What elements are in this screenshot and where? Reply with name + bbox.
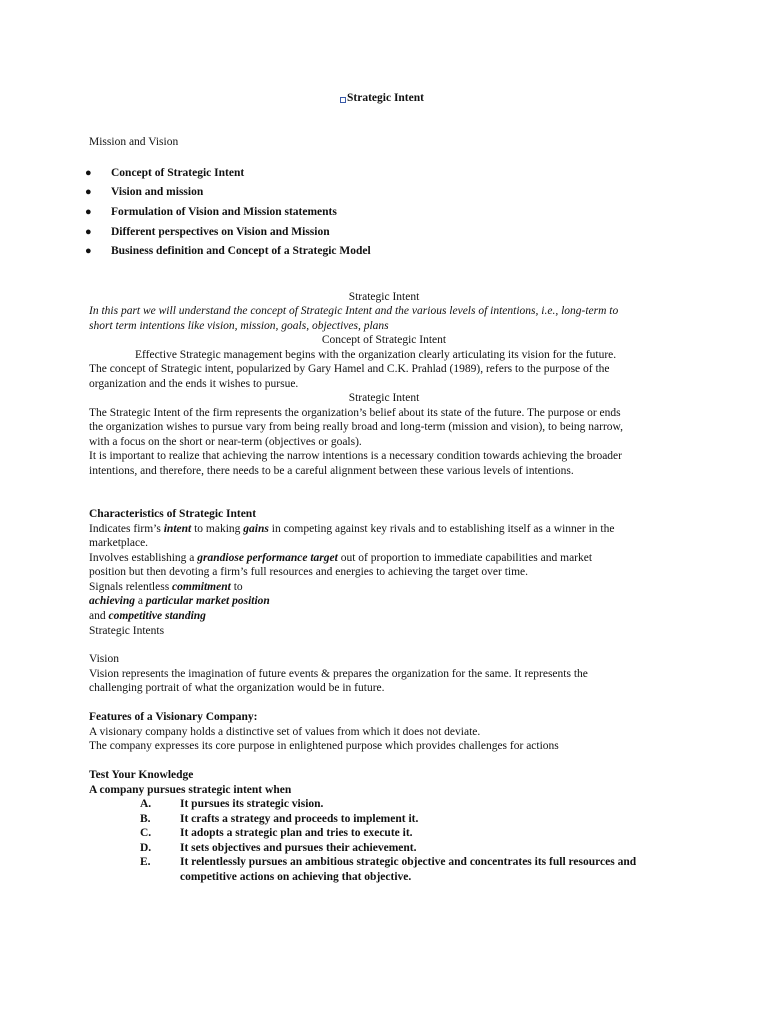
list-item: ● Vision and mission xyxy=(85,186,204,198)
list-item: ● Concept of Strategic Intent xyxy=(85,167,245,179)
intro-line: In this part we will understand the concept of Strategic Intent and the various levels of intentions, i.e., long-term to xyxy=(89,305,619,317)
bullet-icon: ● xyxy=(85,226,92,238)
vision-heading: Vision xyxy=(89,653,119,665)
bullet-icon: ● xyxy=(85,245,92,257)
paragraph-line: Effective Strategic management begins with the organization clearly articulating its vision for the future. xyxy=(135,349,617,361)
list-item: ● Formulation of Vision and Mission statements xyxy=(85,206,337,218)
paragraph-line: position but then devoting a firm’s full resources and energies to achieving the target over time. xyxy=(89,566,529,578)
subheading: Concept of Strategic Intent xyxy=(321,334,447,346)
subheading: Strategic Intent xyxy=(348,291,420,303)
document-title-text: Strategic Intent xyxy=(347,92,424,104)
paragraph-line: The company expresses its core purpose in enlightened purpose which provides challenges for actions xyxy=(89,740,559,752)
anchor-icon xyxy=(340,97,346,103)
paragraph-line: challenging portrait of what the organization would be in future. xyxy=(89,682,385,694)
paragraph-line: It is important to realize that achieving the narrow intentions is a necessary condition towards achieving the broader xyxy=(89,450,622,462)
paragraph-line: the organization wishes to pursue vary from being really broad and long-term (mission and vision), to being narrow, xyxy=(89,421,623,433)
quiz-option: B. It crafts a strategy and proceeds to implement it. xyxy=(140,813,419,825)
paragraph-line: achieving a particular market position xyxy=(89,595,270,607)
paragraph-line: The concept of Strategic intent, popularized by Gary Hamel and C.K. Prahlad (1989), refers to the purpose of the xyxy=(89,363,610,375)
paragraph-line: with a focus on the short or near-term (objectives or goals). xyxy=(89,436,362,448)
quiz-option: C. It adopts a strategic plan and tries to execute it. xyxy=(140,827,413,839)
list-item: ● Business definition and Concept of a Strategic Model xyxy=(85,245,371,257)
features-heading: Features of a Visionary Company: xyxy=(89,711,258,723)
intro-line: short term intentions like vision, mission, goals, objectives, plans xyxy=(89,320,389,332)
section-heading: Mission and Vision xyxy=(89,136,179,148)
document-title xyxy=(340,92,424,104)
list-item: ● Different perspectives on Vision and Mission xyxy=(85,226,330,238)
bullet-icon: ● xyxy=(85,186,92,198)
quiz-option: A. It pursues its strategic vision. xyxy=(140,798,324,810)
bullet-icon: ● xyxy=(85,206,92,218)
quiz-option: E. It relentlessly pursues an ambitious strategic objective and concentrates its full resources and xyxy=(140,856,637,868)
paragraph-line: Strategic Intents xyxy=(89,625,165,637)
paragraph-line: marketplace. xyxy=(89,537,149,549)
paragraph-line: Indicates firm’s intent to making gains in competing against key rivals and to establishing itself as a winner in the xyxy=(89,523,615,535)
paragraph-line: Involves establishing a grandiose performance target out of proportion to immediate capabilities and market xyxy=(89,552,593,564)
characteristics-heading: Characteristics of Strategic Intent xyxy=(89,508,257,520)
paragraph-line: intentions, and therefore, there needs to be a careful alignment between these various levels of intentions. xyxy=(89,465,574,477)
paragraph-line: organization and the ends it wishes to pursue. xyxy=(89,378,299,390)
paragraph-line: The Strategic Intent of the firm represents the organization’s belief about its state of the future. The purpose or ends xyxy=(89,407,621,419)
paragraph-line: A visionary company holds a distinctive set of values from which it does not deviate. xyxy=(89,726,481,738)
paragraph-line: Vision represents the imagination of future events & prepares the organization for the same. It represents the xyxy=(89,668,588,680)
quiz-option: D. It sets objectives and pursues their achievement. xyxy=(140,842,417,854)
bullet-icon: ● xyxy=(85,167,92,179)
paragraph-line: Signals relentless commitment to xyxy=(89,581,243,593)
quiz-option-continued: competitive actions on achieving that objective. xyxy=(180,871,412,883)
quiz-heading: Test Your Knowledge xyxy=(89,769,194,781)
quiz-question: A company pursues strategic intent when xyxy=(89,784,292,796)
paragraph-line: and competitive standing xyxy=(89,610,206,622)
subheading: Strategic Intent xyxy=(348,392,420,404)
